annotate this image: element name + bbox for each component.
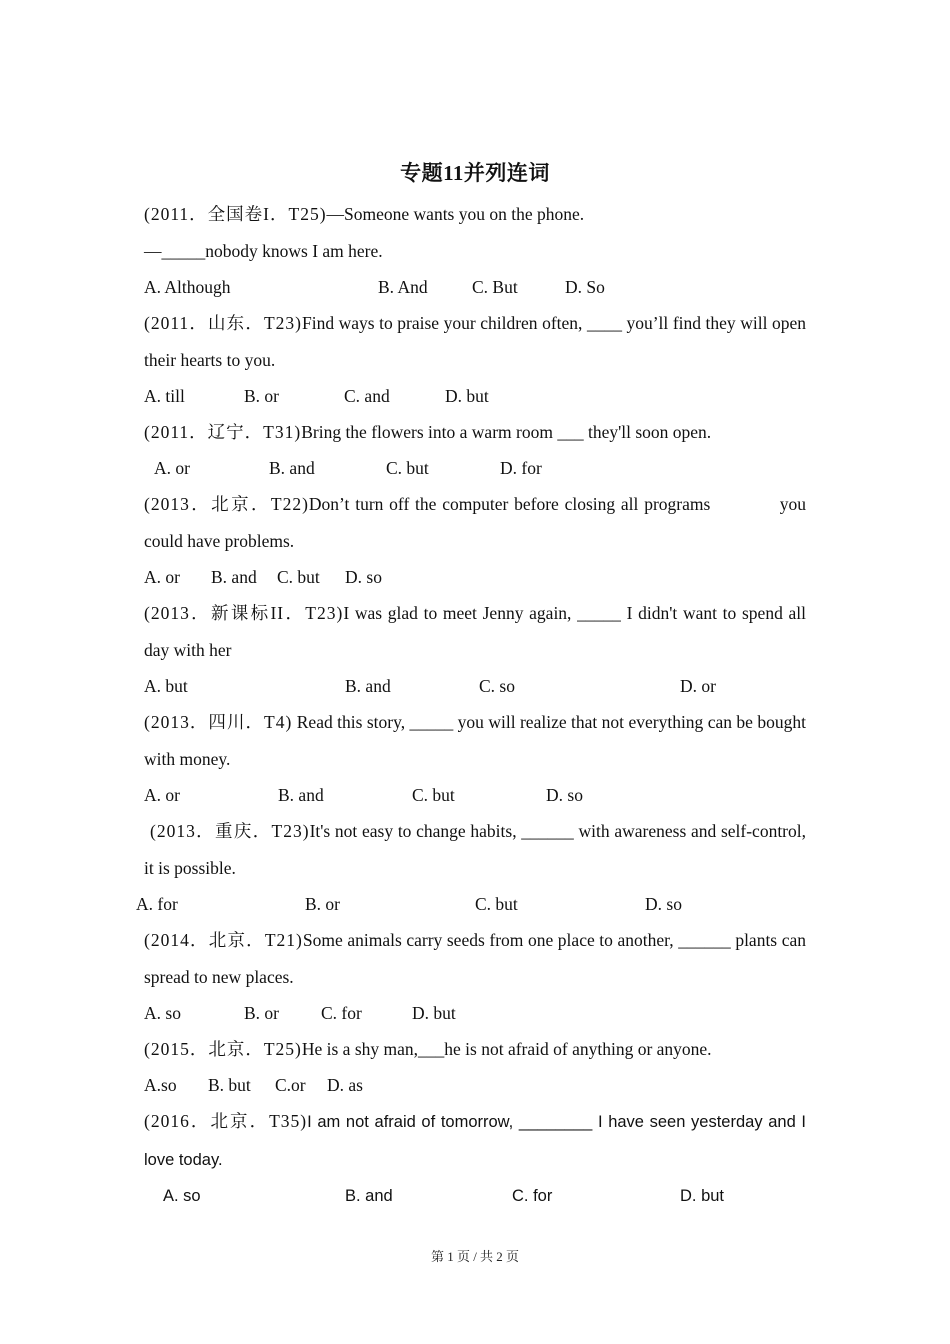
option-b: B. or xyxy=(305,894,340,914)
option-d: D. or xyxy=(680,676,716,696)
question-source: (2014．北京．T21) xyxy=(144,930,303,950)
option-a: A. or xyxy=(144,785,180,805)
question-stem xyxy=(144,1031,806,1068)
option-d: D. So xyxy=(565,277,605,297)
option-a: A. for xyxy=(136,894,178,914)
question-text: Some animals carry seeds from one place to another, ______ plants can spread to new places. xyxy=(144,930,806,987)
question-source: (2011．山东．T23) xyxy=(144,313,302,333)
question-text: Find ways to praise your children often, ____ you’ll find they will open their hearts to you. xyxy=(144,313,806,370)
option-c: C. and xyxy=(344,386,390,406)
question-source: (2013．重庆．T23) xyxy=(150,821,310,841)
question-stem xyxy=(144,922,806,996)
question-source: (2016．北京．T35) xyxy=(144,1111,308,1131)
option-b: B. but xyxy=(208,1075,251,1095)
question-stem xyxy=(144,1103,806,1179)
option-c: C. for xyxy=(512,1187,553,1205)
question-source: (2013．四川．T4) xyxy=(144,712,293,732)
option-row xyxy=(144,669,806,704)
question-stem xyxy=(144,813,806,887)
question-stem xyxy=(144,486,811,560)
option-c: C. for xyxy=(321,1003,362,1023)
option-c: C. but xyxy=(386,458,429,478)
option-row xyxy=(144,1179,806,1214)
question-text: I am not afraid of tomorrow, ________ I have seen yesterday and I love today. xyxy=(144,1113,806,1169)
option-a: A. till xyxy=(144,386,185,406)
question-stem xyxy=(144,704,811,778)
option-d: D. so xyxy=(345,567,382,587)
option-row xyxy=(144,996,806,1031)
question-line: —_____nobody knows I am here. xyxy=(144,241,383,261)
option-b: B. and xyxy=(345,1187,393,1205)
page-title: 专题11并列连词 xyxy=(400,161,550,185)
question-source: (2011．辽宁．T31) xyxy=(144,422,302,442)
option-a: A. Although xyxy=(144,277,231,297)
question-stem xyxy=(144,414,806,451)
option-d: D. as xyxy=(327,1075,363,1095)
option-b: B. And xyxy=(378,277,428,297)
option-d: D. but xyxy=(412,1003,456,1023)
question-source: (2013．新课标II．T23) xyxy=(144,603,344,623)
option-a: A. so xyxy=(163,1187,201,1205)
option-a: A. or xyxy=(154,458,190,478)
option-c: C.or xyxy=(275,1075,306,1095)
question-stem xyxy=(144,196,806,233)
option-c: C. but xyxy=(412,785,455,805)
option-d: D. so xyxy=(645,894,682,914)
option-a: A. or xyxy=(144,567,180,587)
option-row xyxy=(144,778,806,813)
page-footer: 第 1 页 / 共 2 页 xyxy=(430,1249,520,1264)
question-stem xyxy=(144,595,806,669)
question-text: Bring the flowers into a warm room ___ they'll soon open. xyxy=(301,422,712,442)
option-row xyxy=(136,887,806,922)
option-b: B. and xyxy=(345,676,391,696)
option-row xyxy=(144,451,806,486)
question-source: (2013．北京．T22) xyxy=(144,494,309,514)
option-d: D. but xyxy=(680,1187,725,1205)
option-c: C. But xyxy=(472,277,518,297)
option-row xyxy=(144,1068,806,1103)
option-b: B. and xyxy=(211,567,257,587)
option-a: A. so xyxy=(144,1003,181,1023)
option-a: A. but xyxy=(144,676,188,696)
question-source: (2015．北京．T25) xyxy=(144,1039,302,1059)
option-d: D. for xyxy=(500,458,542,478)
option-b: B. or xyxy=(244,386,279,406)
option-a: A.so xyxy=(144,1075,177,1095)
question-text: I was glad to meet Jenny again, _____ I didn't want to spend all day with her xyxy=(144,603,807,660)
question-source: (2011．全国卷I．T25) xyxy=(144,204,327,224)
option-c: C. but xyxy=(475,894,518,914)
question-text: It's not easy to change habits, ______ with awareness and self-control, it is possible. xyxy=(144,821,806,878)
option-row xyxy=(144,560,806,595)
question-stem xyxy=(144,305,806,379)
question-text: Don’t turn off the computer before closing all programs you could have problems. xyxy=(144,494,811,551)
option-d: D. so xyxy=(546,785,583,805)
option-b: B. or xyxy=(244,1003,279,1023)
question-list xyxy=(136,196,811,1214)
option-c: C. but xyxy=(277,567,320,587)
option-row xyxy=(144,379,806,414)
option-b: B. and xyxy=(269,458,315,478)
option-c: C. so xyxy=(479,676,515,696)
question-text: —Someone wants you on the phone. xyxy=(326,204,585,224)
option-d: D. but xyxy=(445,386,489,406)
question-text: Read this story, _____ you will realize that not everything can be bought with money. xyxy=(144,712,811,769)
option-b: B. and xyxy=(278,785,324,805)
question-text: He is a shy man,___he is not afraid of anything or anyone. xyxy=(301,1039,712,1059)
option-row xyxy=(144,270,806,305)
